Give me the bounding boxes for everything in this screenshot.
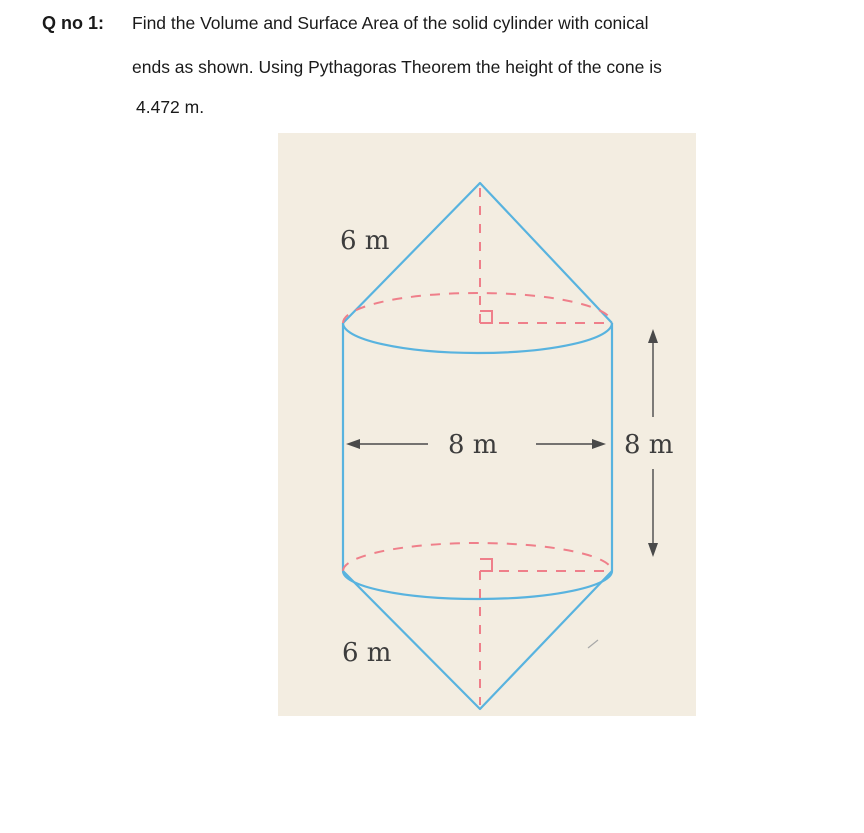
figure-drawing [278, 133, 696, 716]
diameter-label: 8 m [448, 430, 498, 460]
question-label: Q no 1: [42, 13, 104, 33]
height-label: 8 m [624, 430, 674, 460]
question-text-line-2: ends as shown. Using Pythagoras Theorem the height of the cone is [132, 57, 662, 77]
cylinder-with-cones-figure [278, 133, 696, 716]
figure-background [278, 133, 696, 716]
top-slant-label: 6 m [340, 226, 390, 256]
question-text-line-3: 4.472 m. [136, 97, 205, 117]
bottom-slant-label: 6 m [342, 638, 392, 668]
question-text-line-1: Find the Volume and Surface Area of the solid cylinder with conical [132, 13, 649, 33]
